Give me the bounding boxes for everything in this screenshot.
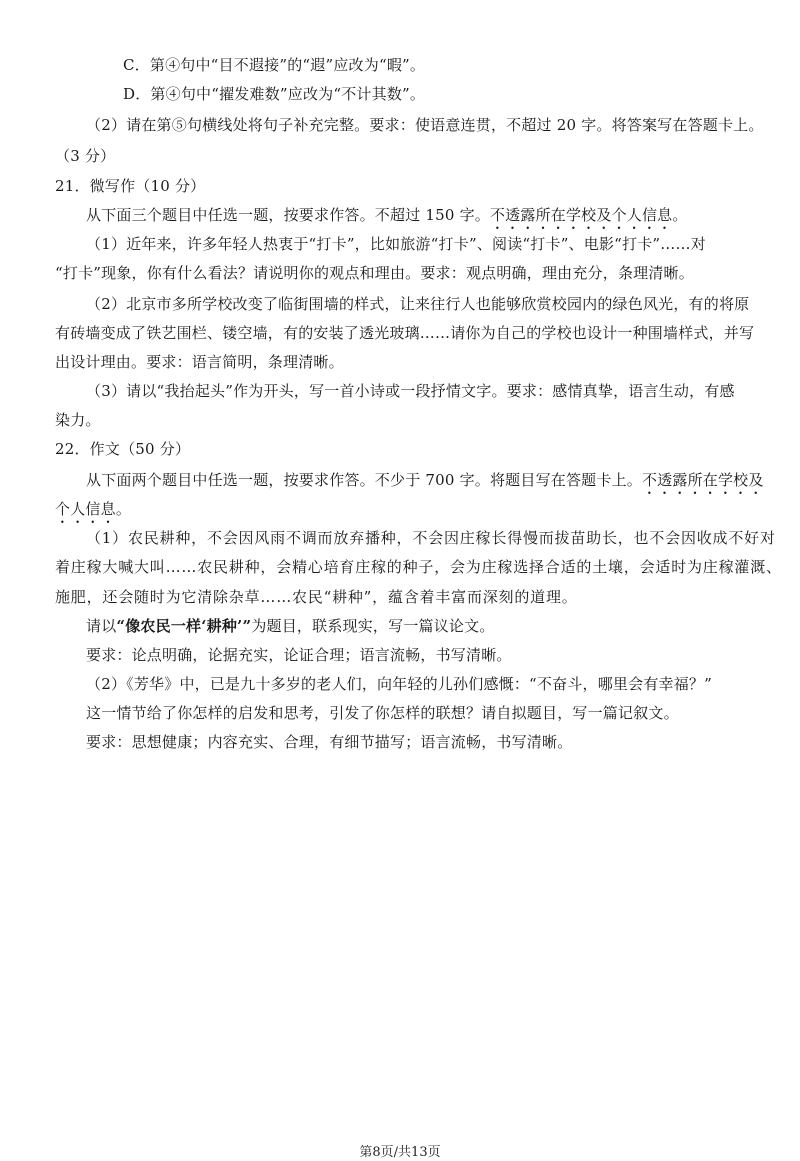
q21-item3-line2: 染力。 bbox=[55, 411, 101, 429]
q21-item2-line3: 出设计理由。要求：语言简明，条理清晰。 bbox=[55, 353, 344, 371]
q22-item1-essay-title: “像农民一样‘耕种’” bbox=[116, 617, 252, 635]
q22-item2-line2: 这一情节给了你怎样的启发和思考，引发了你怎样的联想？请自拟题目，写一篇记叙文。 bbox=[86, 704, 679, 722]
q22-intro-line1 bbox=[86, 470, 764, 498]
q21-intro bbox=[86, 205, 688, 233]
q21-intro-text: 从下面三个题目中任选一题，按要求作答。不超过 150 字。 bbox=[86, 206, 490, 224]
q22-item2-line1: （2）《芳华》中，已是九十多岁的老人们，向年轻的儿孙们感慨：“不奋斗，哪里会有幸福？” bbox=[86, 675, 712, 693]
q20-option-c: C．第④句中“目不遐接”的“遐”应改为“暇”。 bbox=[123, 56, 426, 74]
q22-item1-line1: （1）农民耕种，不会因风雨不调而放弃播种，不会因庄稼长得慢而拔苗助长，也不会因收成不好对 bbox=[86, 529, 776, 547]
page-number-footer: 第8页/共13页 bbox=[359, 1145, 441, 1160]
q22-intro-text: 从下面两个题目中任选一题，按要求作答。不少于 700 字。将题目写在答题卡上。 bbox=[86, 471, 642, 489]
q21-heading: 21．微写作（10 分） bbox=[55, 177, 206, 195]
q22-intro-emphasis-1: 不透露所在学校及 bbox=[641, 471, 764, 489]
q22-heading: 22．作文（50 分） bbox=[55, 440, 191, 458]
q21-item3-line1: （3）请以“我抬起头”作为开头，写一首小诗或一段抒情文字。要求：感情真挚，语言生动，有感 bbox=[86, 382, 735, 400]
q20-sub2-line2: （3 分） bbox=[55, 147, 116, 165]
q22-intro-line2 bbox=[55, 499, 131, 527]
q21-item2-line2: 有砖墙变成了铁艺围栏、镂空墙，有的安装了透光玻璃……请你为自己的学校也设计一种围墙样式，并写 bbox=[55, 324, 755, 342]
q22-item1-requirements: 要求：论点明确，论据充实，论证合理；语言流畅，书写清晰。 bbox=[86, 646, 512, 664]
q21-item2-line1: （2）北京市多所学校改变了临街围墙的样式，让来往行人也能够欣赏校园内的绿色风光，有的将原 bbox=[86, 295, 750, 313]
q22-item2-requirements: 要求：思想健康；内容充实、合理，有细节描写；语言流畅，书写清晰。 bbox=[86, 733, 573, 751]
q22-item1-task-post: 为题目，联系现实，写一篇议论文。 bbox=[251, 617, 495, 635]
q20-option-d: D．第④句中“擢发难数”应改为“不计其数”。 bbox=[123, 85, 426, 103]
q22-intro-emphasis-2: 个人信息 bbox=[55, 500, 116, 518]
q21-intro-emphasis: 不透露所在学校及个人信息 bbox=[489, 206, 673, 224]
q22-intro-end: 。 bbox=[115, 500, 132, 518]
q21-item1-line1: （1）近年来，许多年轻人热衷于“打卡”，比如旅游“打卡”、阅读“打卡”、电影“打卡”……对 bbox=[86, 235, 706, 253]
q21-intro-end: 。 bbox=[672, 206, 688, 224]
q20-sub2-line1: （2）请在第⑤句横线处将句子补充完整。要求：使语意连贯，不超过 20 字。将答案写在答题卡上。 bbox=[86, 116, 764, 134]
q22-item1-line2: 着庄稼大喊大叫……农民耕种，会精心培育庄稼的种子，会为庄稼选择合适的土壤，会适时为庄稼灌溉、 bbox=[55, 558, 782, 576]
q21-item1-line2: “打卡”现象，你有什么看法？请说明你的观点和理由。要求：观点明确，理由充分，条理清晰。 bbox=[55, 264, 694, 282]
q22-item1-task bbox=[86, 616, 495, 636]
q22-item1-task-pre: 请以 bbox=[86, 617, 117, 635]
q22-item1-line3: 施肥，还会随时为它清除杂草……农民“耕种”，蕴含着丰富而深刻的道理。 bbox=[55, 588, 578, 606]
